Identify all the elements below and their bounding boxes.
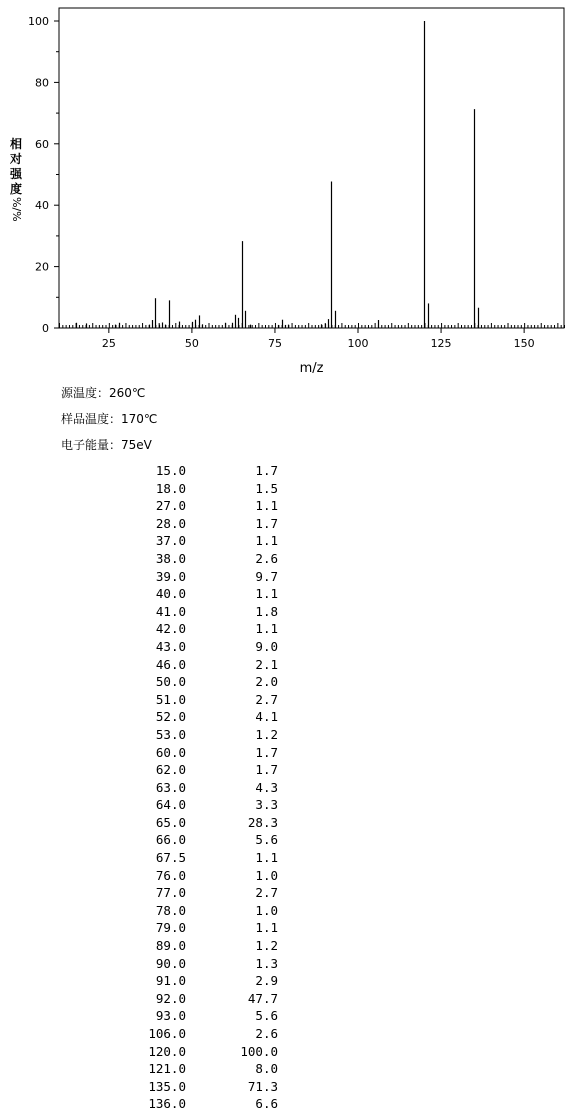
table-row — [120, 480, 278, 498]
plot-border — [59, 8, 564, 328]
table-row — [120, 515, 278, 533]
table-row — [120, 691, 278, 709]
table-row — [120, 550, 278, 568]
intensity-cell: 1.1 — [255, 498, 278, 514]
intensity-cell: 1.1 — [255, 533, 278, 549]
mz-cell: 53.0 — [155, 726, 186, 742]
table-row — [120, 1095, 278, 1113]
mz-cell: 67.5 — [155, 850, 186, 866]
mz-cell: 50.0 — [155, 674, 186, 690]
mz-cell: 66.0 — [155, 832, 186, 848]
mz-cell: 15.0 — [155, 463, 186, 478]
table-row — [120, 796, 278, 814]
mz-cell: 64.0 — [155, 797, 186, 813]
x-minor-ticks — [60, 323, 565, 328]
table-row — [120, 656, 278, 674]
table-row — [120, 814, 278, 832]
mz-cell: 93.0 — [155, 1008, 186, 1024]
intensity-cell: 4.1 — [255, 709, 278, 725]
x-tick-label: 25 — [101, 337, 116, 350]
mz-cell: 52.0 — [155, 709, 186, 725]
peak-table — [120, 462, 278, 1113]
y-axis-title-char: 对 — [9, 152, 22, 166]
mz-cell: 46.0 — [155, 656, 186, 672]
intensity-cell: 5.6 — [255, 832, 278, 848]
mz-cell: 65.0 — [155, 814, 186, 830]
table-row — [120, 497, 278, 515]
mz-cell: 91.0 — [155, 973, 186, 989]
source-temperature: 源温度：260℃ — [61, 386, 146, 400]
mz-cell: 28.0 — [155, 515, 186, 531]
table-row — [120, 884, 278, 902]
intensity-cell: 2.7 — [255, 691, 278, 707]
intensity-cell: 9.7 — [255, 568, 278, 584]
table-row — [120, 919, 278, 937]
x-tick-label: 50 — [184, 337, 199, 350]
y-tick-label: 0 — [42, 322, 49, 335]
mz-cell: 92.0 — [155, 990, 186, 1006]
y-axis-title-char: 相 — [9, 137, 22, 151]
plot-frame — [59, 8, 564, 328]
table-row — [120, 849, 278, 867]
table-row — [120, 761, 278, 779]
intensity-cell: 1.1 — [255, 920, 278, 936]
intensity-cell: 2.0 — [255, 674, 278, 690]
y-tick-label: 80 — [35, 76, 49, 90]
intensity-cell: 2.6 — [255, 1026, 278, 1041]
mz-cell: 37.0 — [155, 533, 186, 549]
y-axis-title — [9, 137, 23, 226]
y-tick-label: 100 — [28, 15, 49, 28]
mz-cell: 51.0 — [155, 691, 186, 707]
x-tick-label: 100 — [347, 337, 369, 350]
table-row — [120, 568, 278, 586]
x-tick-label: 125 — [430, 337, 452, 350]
table-row — [120, 638, 278, 656]
table-row — [120, 1025, 278, 1043]
intensity-cell: 1.2 — [255, 726, 278, 742]
mz-cell: 76.0 — [155, 867, 186, 883]
table-row — [120, 532, 278, 550]
mz-cell: 135.0 — [148, 1078, 186, 1094]
table-row — [120, 1078, 278, 1096]
intensity-cell: 9.0 — [255, 638, 278, 654]
intensity-cell: 2.9 — [255, 973, 278, 989]
y-axis-title-char: 强 — [9, 167, 22, 181]
intensity-cell: 2.7 — [255, 885, 278, 901]
intensity-cell: 28.3 — [247, 814, 278, 830]
intensity-cell: 1.7 — [255, 744, 278, 760]
intensity-cell: 2.1 — [255, 656, 278, 672]
mz-cell: 38.0 — [155, 550, 186, 566]
intensity-cell: 1.5 — [255, 480, 278, 496]
mz-cell: 78.0 — [155, 902, 186, 918]
intensity-cell: 1.1 — [255, 621, 278, 637]
mz-cell: 27.0 — [155, 498, 186, 514]
mz-cell: 42.0 — [155, 621, 186, 637]
mz-cell: 121.0 — [148, 1061, 186, 1077]
table-row — [120, 831, 278, 849]
table-row — [120, 603, 278, 621]
table-row — [120, 462, 278, 480]
mz-cell: 106.0 — [148, 1026, 186, 1041]
table-row — [120, 708, 278, 726]
y-tick-label: 40 — [35, 199, 49, 213]
table-row — [120, 620, 278, 638]
intensity-cell: 5.6 — [255, 1008, 278, 1024]
electron-energy: 电子能量：75eV — [61, 438, 152, 452]
intensity-cell: 6.6 — [255, 1096, 278, 1112]
intensity-cell: 1.7 — [255, 762, 278, 778]
table-row — [120, 726, 278, 744]
mz-cell: 62.0 — [155, 762, 186, 778]
y-tick-label: 20 — [35, 260, 49, 274]
intensity-cell: 1.2 — [255, 938, 278, 954]
table-row — [120, 902, 278, 920]
mz-cell: 77.0 — [155, 885, 186, 901]
table-row — [120, 955, 278, 973]
mz-cell: 60.0 — [155, 744, 186, 760]
mz-cell: 41.0 — [155, 603, 186, 619]
table-row — [120, 1043, 278, 1061]
mz-cell: 120.0 — [148, 1043, 186, 1059]
mz-cell: 43.0 — [155, 638, 186, 654]
intensity-cell: 1.1 — [255, 850, 278, 866]
mz-cell: 40.0 — [155, 586, 186, 602]
intensity-cell: 1.1 — [255, 586, 278, 602]
table-row — [120, 744, 278, 762]
intensity-cell: 1.7 — [255, 463, 278, 478]
mz-cell: 63.0 — [155, 779, 186, 795]
intensity-cell: 1.0 — [255, 867, 278, 883]
intensity-cell: 2.6 — [255, 550, 278, 566]
mz-cell: 89.0 — [155, 938, 186, 954]
intensity-cell: 1.7 — [255, 515, 278, 531]
table-row — [120, 1007, 278, 1025]
table-row — [120, 585, 278, 603]
intensity-cell: 4.3 — [255, 779, 278, 795]
y-axis-title-char: 度 — [9, 182, 22, 196]
intensity-cell: 71.3 — [247, 1078, 278, 1094]
mz-cell: 90.0 — [155, 955, 186, 971]
intensity-cell: 1.8 — [255, 603, 278, 619]
table-row — [120, 1060, 278, 1078]
intensity-cell: 47.7 — [247, 990, 278, 1006]
x-tick-label: 75 — [267, 337, 282, 350]
mass-spectrum-chart — [0, 0, 570, 380]
intensity-cell: 1.0 — [255, 902, 278, 918]
y-axis — [28, 15, 59, 335]
table-row — [120, 937, 278, 955]
table-row — [120, 990, 278, 1008]
table-row — [120, 779, 278, 797]
mz-cell: 79.0 — [155, 920, 186, 936]
spectrum-peaks — [77, 21, 479, 328]
table-row — [120, 867, 278, 885]
intensity-cell: 8.0 — [255, 1061, 278, 1077]
intensity-cell: 100.0 — [240, 1043, 278, 1059]
x-axis — [102, 328, 535, 350]
x-axis-title: m/z — [299, 361, 324, 376]
sample-temperature: 样品温度：170℃ — [61, 412, 158, 426]
table-row — [120, 673, 278, 691]
mz-cell: 136.0 — [148, 1096, 186, 1112]
x-tick-label: 150 — [513, 337, 535, 350]
y-tick-label: 60 — [35, 137, 49, 151]
table-row — [120, 972, 278, 990]
mz-cell: 18.0 — [155, 480, 186, 496]
intensity-cell: 1.3 — [255, 955, 278, 971]
mz-cell: 39.0 — [155, 568, 186, 584]
intensity-cell: 3.3 — [255, 797, 278, 813]
y-axis-unit: %/% — [10, 197, 23, 222]
